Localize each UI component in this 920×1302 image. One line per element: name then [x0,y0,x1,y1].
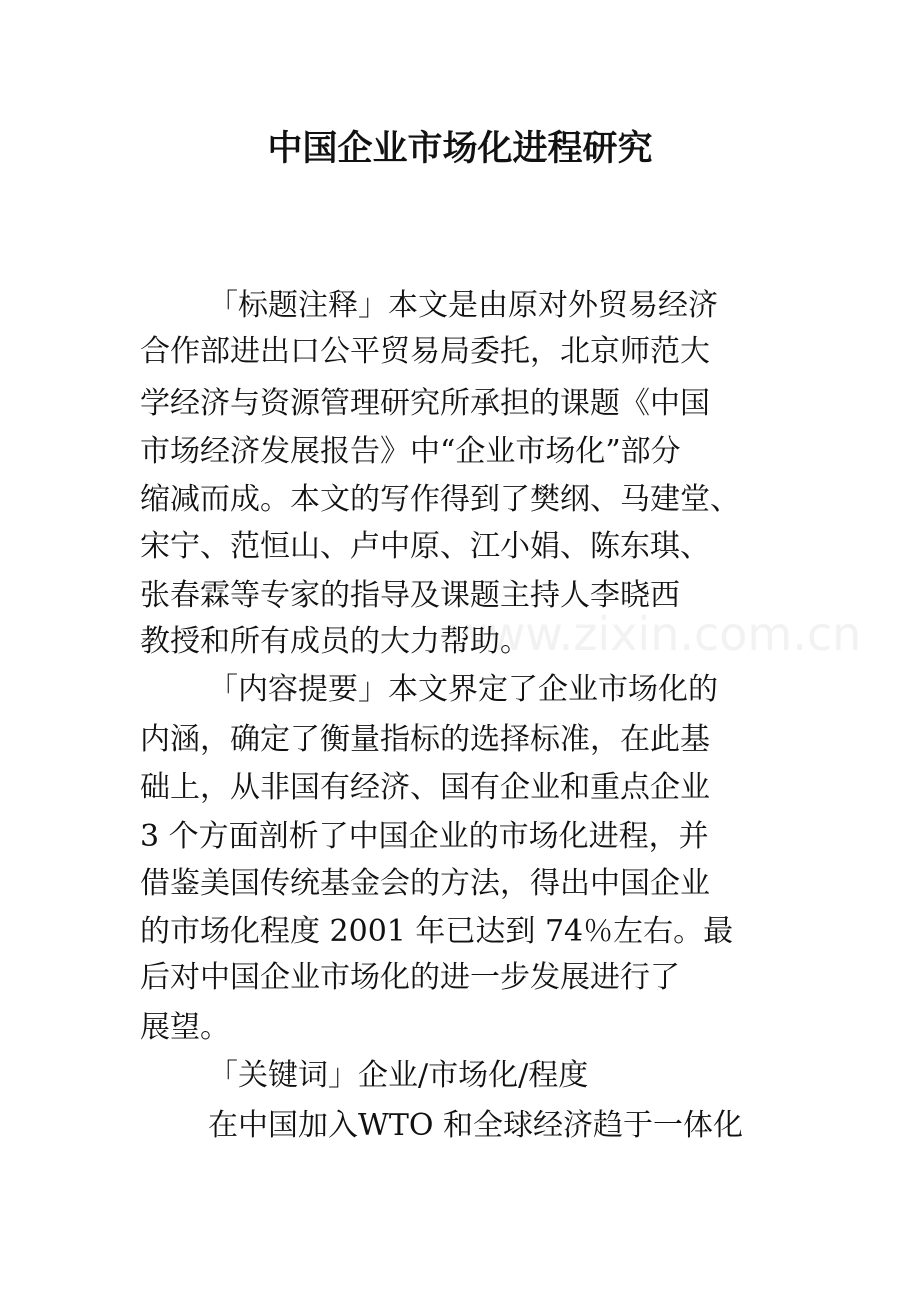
text-line: 教授和所有成员的大力帮助。 [140,624,530,659]
text-line: 缩减而成。本文的写作得到了樊纲、马建堂、 [140,482,740,517]
text-line: 础上，从非国有经济、国有企业和重点企业 [140,770,710,805]
text-line: 学经济与资源管理研究所承担的课题《中国 [140,386,710,421]
text-line: 张春霖等专家的指导及课题主持人李晓西 [140,578,680,613]
text-line: 在中国加入WTO 和全球经济趋于一体化 [208,1108,743,1143]
text-line: 的市场化程度 2001 年已达到 74％左右。最 [140,914,734,949]
text-line: 内涵，确定了衡量指标的选择标准，在此基 [140,722,710,757]
text-line: 后对中国企业市场化的进一步发展进行了 [140,960,680,995]
text-line: 宋宁、范恒山、卢中原、江小娟、陈东琪、 [140,529,710,564]
text-line: 「标题注释」本文是由原对外贸易经济 [208,288,718,323]
document-title: 中国企业市场化进程研究 [267,128,653,169]
text-line: 「内容提要」本文界定了企业市场化的 [208,672,718,707]
keywords-line: 「关键词」企业/市场化/程度 [208,1058,589,1093]
text-line: 合作部进出口公平贸易局委托，北京师范大 [140,334,710,369]
text-line: 市场经济发展报告》中“企业市场化”部分 [140,434,681,469]
text-line: 借鉴美国传统基金会的方法，得出中国企业 [140,866,710,901]
text-line: 展望。 [140,1010,230,1045]
text-line: 3 个方面剖析了中国企业的市场化进程，并 [140,819,709,854]
watermark: www.zixin.com.cn [450,607,862,661]
